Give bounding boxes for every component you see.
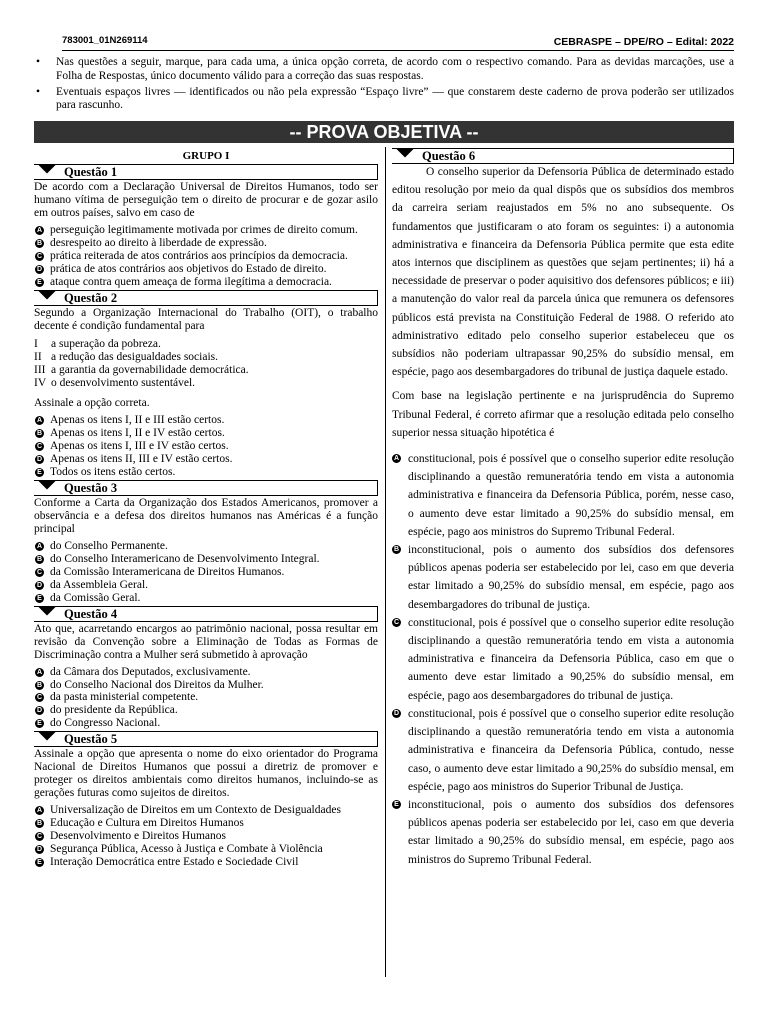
options-list: [34, 414, 378, 479]
letter-b-icon: B: [36, 820, 43, 828]
letter-c-icon: C: [36, 694, 43, 702]
exam-title: CEBRASPE – DPE/RO – Edital: 2022: [553, 36, 734, 48]
column-divider: [385, 147, 386, 977]
question-command: Com base na legislação pertinente e na jurisprudência do Supremo Tribunal Federal, é correto afirmar que a resolução editada pelo conselho superior nessa situação hipotética é: [392, 390, 734, 439]
option-b[interactable]: B do Conselho Interamericano de Desenvolvimento Integral.: [36, 552, 320, 565]
question-header: [34, 480, 378, 496]
option-b[interactable]: B inconstitucional, pois o aumento dos subsídios dos defensores públicos apenas poderia ser estabelecido por lei, caso em que deveria estar limitado a 90,25% do subsídio mensal, em espécie, pago aos desembargadores do tribunal de justiça.: [393, 544, 734, 611]
option-d[interactable]: D Apenas os itens II, III e IV estão certos.: [36, 452, 233, 465]
option-a[interactable]: A Apenas os itens I, II e III estão certos.: [36, 413, 225, 426]
letter-d-icon: D: [36, 581, 43, 589]
page-header: [62, 36, 734, 51]
instruction-item: [34, 56, 734, 84]
letter-a-icon: A: [36, 807, 43, 815]
question-label: Questão 5: [64, 732, 118, 747]
question-label: Questão 2: [64, 290, 118, 305]
option-a[interactable]: A do Conselho Permanente.: [36, 539, 168, 552]
question-stem: Conforme a Carta da Organização dos Estados Americanos, promover a observância e a defesa dos direitos humanos nas Américas é a função principal: [34, 496, 378, 535]
option-e[interactable]: E ataque contra quem ameaça de forma ilegítima a democracia.: [34, 276, 378, 289]
marker-icon: [34, 481, 60, 495]
question-label: Questão 3: [64, 480, 118, 495]
exam-code: 783001_01N269114: [62, 35, 148, 46]
question-stem: De acordo com a Declaração Universal de Direitos Humanos, todo ser humano vítima de perseguição tem o direito de procurar e de gozar asilo em outros países, salvo em caso de: [34, 181, 378, 219]
question-stem: Ato que, acarretando encargos ao patrimônio nacional, possa resultar em revisão da Convenção sobre a Eliminação de Todas as Formas de Discriminação contra a Mulher será submetido à aprovação: [34, 622, 378, 661]
options-list: [34, 804, 378, 869]
group-title: GRUPO I: [182, 150, 230, 162]
letter-d-icon: D: [36, 265, 43, 273]
option-c[interactable]: C constitucional, pois é possível que o conselho superior edite resolução disciplinando a questão remuneratória tendo em vista a autonomia administrativa e financeira da Defensoria Pública, caso em que o aumento deve estar limitado a 90,25% do subsídio mensal, em espécie, pago aos desembargadores do tribunal de justiça.: [393, 616, 734, 702]
option-d[interactable]: D da Assembleia Geral.: [36, 578, 149, 591]
letter-e-icon: E: [35, 278, 44, 287]
option-c[interactable]: C Desenvolvimento e Direitos Humanos: [36, 830, 226, 843]
letter-d-icon: D: [36, 707, 43, 715]
option-e[interactable]: E Interação Democrática entre Estado e Sociedade Civil: [34, 856, 378, 869]
question-label: Questão 4: [64, 606, 118, 621]
letter-e-icon: E: [392, 800, 401, 809]
letter-a-icon: A: [36, 542, 43, 550]
option-d[interactable]: D do presidente da República.: [36, 704, 178, 717]
instruction-item: [34, 86, 734, 114]
option-c[interactable]: C da pasta ministerial competente.: [36, 691, 199, 704]
instruction-text: Eventuais espaços livres — identificados ou não pela expressão “Espaço livre” — que constarem deste caderno de prova poderão ser utilizados para rascunho.: [56, 85, 734, 112]
option-d[interactable]: D prática de atos contrários aos objetivos do Estado de direito.: [36, 262, 327, 275]
options-list: [34, 666, 378, 731]
question-stem: O conselho superior da Defensoria Pública de determinado estado editou resolução por meio da qual dispôs que os subsídios dos membros da carreira seriam reajustados em 5% no ano subsequente. Os fundamentos que justificaram o ato foram os seguintes: i) a autonomia administrativa e financeira da Defensoria Pública permite que esta edite atos internos que disciplinem as questões que sejam pertinentes; ii) há a necessidade de preservar o poder aquisitivo dos defensores públicos; e iii) a manutenção do valor real da parcela única que remunera os defensores públicos está prevista na Constituição Federal de 1988. O referido ato administrativo editado pelo conselho superior estabeleceu que os subsídios não poderiam ultrapassar 90,25% do subsídio mensal, em espécie, pago aos desembargadores do tribunal de justiça daquele estado.: [392, 166, 734, 379]
left-column: [34, 149, 378, 869]
bullet-icon: •: [36, 56, 41, 68]
options-list: [34, 224, 378, 289]
bullet-icon: •: [36, 85, 41, 98]
letter-d-icon: D: [36, 846, 43, 854]
items-list: [34, 338, 378, 390]
question-label: Questão 6: [422, 149, 476, 163]
option-b[interactable]: B do Conselho Nacional dos Direitos da Mulher.: [36, 678, 264, 691]
option-b[interactable]: B desrespeito ao direito à liberdade de expressão.: [36, 236, 267, 249]
letter-a-icon: A: [36, 416, 43, 424]
list-item: III a garantia da governabilidade democrática.: [34, 363, 249, 376]
letter-b-icon: B: [36, 555, 43, 563]
question-stem: Segundo a Organização Internacional do Trabalho (OIT), o trabalho decente é condição fundamental para: [34, 306, 378, 332]
letter-c-icon: C: [36, 568, 43, 576]
option-c[interactable]: C prática reiterada de atos contrários aos princípios da democracia.: [36, 249, 348, 262]
option-a[interactable]: A da Câmara dos Deputados, exclusivamente.: [36, 665, 251, 678]
letter-e-icon: E: [35, 719, 44, 728]
letter-b-icon: B: [36, 429, 43, 437]
letter-c-icon: C: [393, 618, 400, 626]
letter-b-icon: B: [393, 546, 400, 554]
question-header: [392, 148, 734, 164]
option-e[interactable]: E do Congresso Nacional.: [34, 717, 378, 730]
letter-c-icon: C: [36, 442, 43, 450]
question-command: Assinale a opção correta.: [34, 396, 150, 409]
option-e[interactable]: E inconstitucional, pois o aumento dos subsídios dos defensores públicos apenas poderia ser estabelecido por lei, caso em que deveria estar limitado a 90,25% do subsídio mensal, em espécie, pago aos ministros do Supremo Tribunal Federal.: [392, 796, 734, 869]
option-b[interactable]: B Educação e Cultura em Direitos Humanos: [36, 817, 244, 830]
option-d[interactable]: D constitucional, pois é possível que o conselho superior edite resolução disciplinando a questão remuneratória tendo em vista a autonomia administrativa e financeira da Defensoria Pública, contudo, nesse caso, o aumento deve estar limitado a 90,25% do subsídio mensal, em espécie, pago aos ministros do Superior Tribunal de Justiça.: [393, 707, 734, 793]
option-e[interactable]: E da Comissão Geral.: [34, 592, 378, 605]
marker-icon: [392, 149, 418, 163]
letter-a-icon: A: [36, 226, 43, 234]
option-d[interactable]: D Segurança Pública, Acesso à Justiça e Combate à Violência: [36, 843, 323, 856]
letter-e-icon: E: [35, 858, 44, 867]
question-header: [34, 606, 378, 622]
instruction-text: Nas questões a seguir, marque, para cada uma, a única opção correta, de acordo com o respectivo comando. Para as devidas marcações, use a Folha de Respostas, único documento válido para a correção das suas respostas.: [56, 56, 734, 82]
option-a[interactable]: A constitucional, pois é possível que o conselho superior edite resolução disciplinando a questão remuneratória tendo em vista a autonomia administrativa e financeira da Defensoria Pública, porém, nesse caso, o aumento deve estar limitado a 90,25% do subsídio mensal, em espécie, pago aos ministros do Supremo Tribunal Federal.: [393, 453, 734, 538]
question-header: [34, 731, 378, 747]
letter-d-icon: D: [36, 455, 43, 463]
marker-icon: [34, 165, 60, 179]
options-list: [392, 450, 734, 869]
letter-a-icon: A: [36, 668, 43, 676]
right-column: [392, 147, 734, 869]
letter-d-icon: D: [393, 709, 400, 717]
marker-icon: [34, 732, 60, 746]
options-list: [34, 540, 378, 605]
question-label: Questão 1: [64, 165, 118, 179]
list-item: IV o desenvolvimento sustentável.: [34, 376, 196, 389]
question-header: [34, 164, 378, 180]
letter-c-icon: C: [36, 833, 43, 841]
marker-icon: [34, 607, 60, 621]
option-a[interactable]: A perseguição legitimamente motivada por crimes de direito comum.: [36, 223, 358, 236]
option-c[interactable]: C Apenas os itens I, III e IV estão certos.: [36, 439, 229, 452]
marker-icon: [34, 291, 60, 305]
list-item: II a redução das desigualdades sociais.: [34, 350, 219, 363]
question-stem: Assinale a opção que apresenta o nome do eixo orientador do Programa Nacional de Direitos Humanos que possui a diretriz de promover e proteger os direitos ambientais como direitos humanos, incluindo-se as gerações futuras como sujeitos de direitos.: [34, 748, 378, 800]
letter-e-icon: E: [35, 468, 44, 477]
list-item: I a superação da pobreza.: [34, 337, 161, 350]
instructions: [34, 56, 734, 115]
option-a[interactable]: A Universalização de Direitos em um Contexto de Desigualdades: [36, 804, 341, 817]
section-banner: -- PROVA OBJETIVA --: [34, 121, 734, 143]
question-header: [34, 290, 378, 306]
letter-a-icon: A: [393, 455, 400, 463]
option-b[interactable]: B Apenas os itens I, II e IV estão certos.: [36, 426, 225, 439]
letter-c-icon: C: [36, 252, 43, 260]
letter-b-icon: B: [36, 239, 43, 247]
letter-b-icon: B: [36, 681, 43, 689]
option-c[interactable]: C da Comissão Interamericana de Direitos Humanos.: [36, 565, 285, 578]
option-e[interactable]: E Todos os itens estão certos.: [34, 466, 378, 479]
letter-e-icon: E: [35, 594, 44, 603]
